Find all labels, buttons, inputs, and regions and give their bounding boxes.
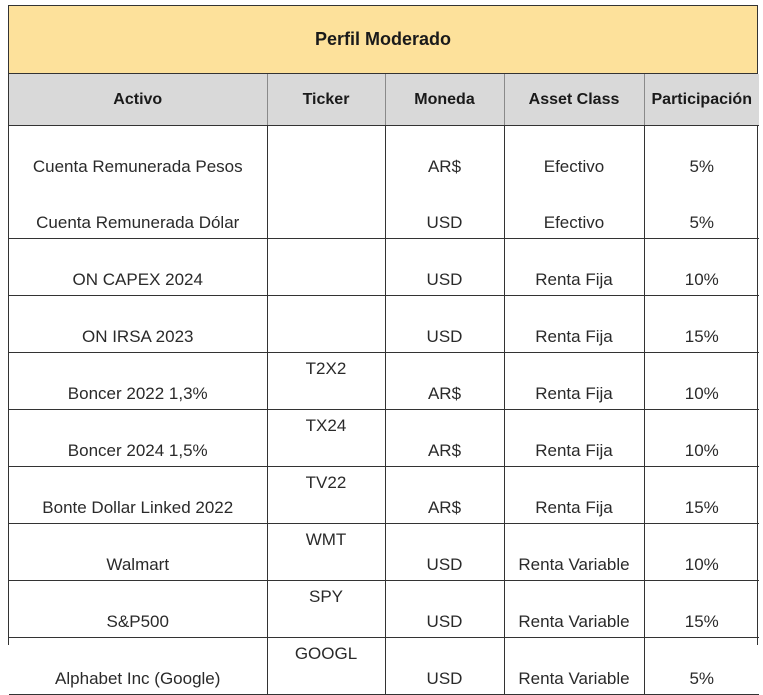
cell-asset-class: Renta Variable [504,638,644,695]
cell-asset-class: Efectivo [504,182,644,239]
cell-moneda: AR$ [385,410,504,467]
cell-ticker [267,126,385,183]
cell-participacion: 15% [644,581,759,638]
cell-activo: Walmart [9,524,267,581]
cell-asset-class: Renta Fija [504,239,644,296]
cell-activo: ON IRSA 2023 [9,296,267,353]
cell-moneda: AR$ [385,126,504,183]
table-row [9,467,759,524]
cell-asset-class: Renta Fija [504,467,644,524]
table-title: Perfil Moderado [9,6,757,74]
cell-ticker [267,182,385,239]
portfolio-table-sheet [8,5,758,688]
cell-participacion: 10% [644,524,759,581]
table-row [9,524,759,581]
cell-moneda: USD [385,638,504,695]
cell-ticker [267,296,385,353]
cell-participacion: 5% [644,638,759,695]
cell-asset-class: Renta Variable [504,524,644,581]
cell-moneda: AR$ [385,353,504,410]
cell-asset-class: Renta Variable [504,581,644,638]
portfolio-table [9,74,759,695]
table-row [9,296,759,353]
cell-activo: Cuenta Remunerada Dólar [9,182,267,239]
cell-ticker: TX24 [267,410,385,467]
column-header-moneda: Moneda [385,74,504,126]
cell-activo: Boncer 2022 1,3% [9,353,267,410]
cell-ticker: T2X2 [267,353,385,410]
cell-moneda: USD [385,239,504,296]
cell-activo: S&P500 [9,581,267,638]
cell-moneda: USD [385,524,504,581]
column-header-asset-class: Asset Class [504,74,644,126]
cell-activo: Alphabet Inc (Google) [9,638,267,695]
table-row [9,410,759,467]
cell-ticker: WMT [267,524,385,581]
cell-asset-class: Renta Fija [504,296,644,353]
cell-asset-class: Renta Fija [504,410,644,467]
cell-ticker: SPY [267,581,385,638]
cell-ticker: TV22 [267,467,385,524]
table-row [9,581,759,638]
cell-participacion: 5% [644,182,759,239]
cell-activo: Boncer 2024 1,5% [9,410,267,467]
cell-participacion: 5% [689,157,715,176]
cell-moneda: USD [385,296,504,353]
header-row [9,74,759,126]
table-row [9,353,759,410]
cell-activo: ON CAPEX 2024 [9,239,267,296]
table-row [9,239,759,296]
cell-ticker: GOOGL [267,638,385,695]
column-header-ticker: Ticker [267,74,385,126]
cell-moneda: USD [385,182,504,239]
cell-asset-class: Efectivo [504,126,644,183]
cell-participacion: 10% [644,239,759,296]
cell-participacion: 10% [644,353,759,410]
cell-participacion: 10% [644,410,759,467]
cell-moneda: AR$ [385,467,504,524]
cell-activo: Cuenta Remunerada Pesos [9,126,267,183]
cell-moneda: USD [385,581,504,638]
cell-asset-class: Renta Fija [504,353,644,410]
table-row [9,638,759,695]
table-row [9,126,759,183]
column-header-activo: Activo [9,74,267,126]
cell-ticker [267,239,385,296]
table-row [9,182,759,239]
cell-participacion: 15% [644,467,759,524]
column-header-participacion: Participación [644,74,759,126]
cell-participacion: 15% [644,296,759,353]
cell-activo: Bonte Dollar Linked 2022 [9,467,267,524]
